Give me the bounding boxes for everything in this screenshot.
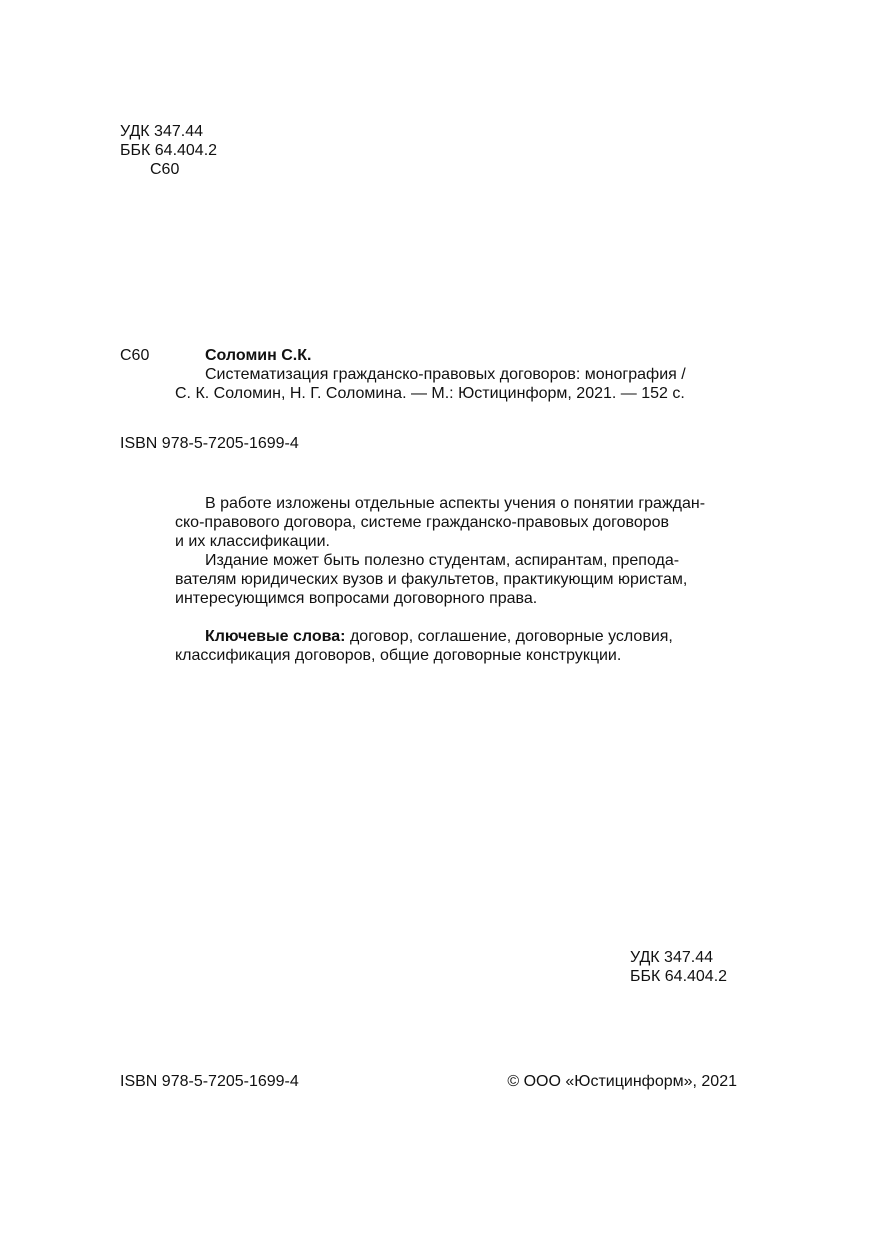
isbn-footer: ISBN 978-5-7205-1699-4	[120, 1073, 299, 1090]
bib-line-2: С. К. Соломин, Н. Г. Соломина. — М.: Юстицинформ, 2021. — 152 с.	[175, 385, 685, 402]
bbk-code-bottom: ББК 64.404.2	[630, 968, 728, 985]
author-mark-top: С60	[150, 161, 180, 178]
annotation-p2-line2: вателям юридических вузов и факультетов, практикующим юристам,	[175, 571, 688, 588]
keywords-line2: классификация договоров, общие договорные конструкции.	[175, 647, 622, 664]
author-name: Соломин С.К.	[205, 347, 312, 364]
keywords-line1	[205, 627, 673, 646]
udk-code-bottom: УДК 347.44	[630, 949, 713, 966]
annotation-p2-line1: Издание может быть полезно студентам, аспирантам, препода-	[205, 552, 680, 569]
isbn-top: ISBN 978-5-7205-1699-4	[120, 435, 299, 452]
bib-line-1: Систематизация гражданско-правовых договоров: монография /	[205, 366, 686, 383]
keywords-label: Ключевые слова:	[205, 628, 346, 645]
udk-code-top: УДК 347.44	[120, 123, 203, 140]
annotation-p2-line3: интересующимся вопросами договорного права.	[175, 590, 538, 607]
keywords-text-1: договор, соглашение, договорные условия,	[349, 628, 673, 645]
copyright: © ООО «Юстицинформ», 2021	[507, 1073, 737, 1090]
author-mark: С60	[120, 347, 150, 364]
annotation-p1-line2: ско-правового договора, системе гражданско-правовых договоров	[175, 514, 670, 531]
annotation-p1-line3: и их классификации.	[175, 533, 330, 550]
bbk-code-top: ББК 64.404.2	[120, 142, 218, 159]
annotation-p1-line1: В работе изложены отдельные аспекты учения о понятии граждан-	[205, 495, 706, 512]
